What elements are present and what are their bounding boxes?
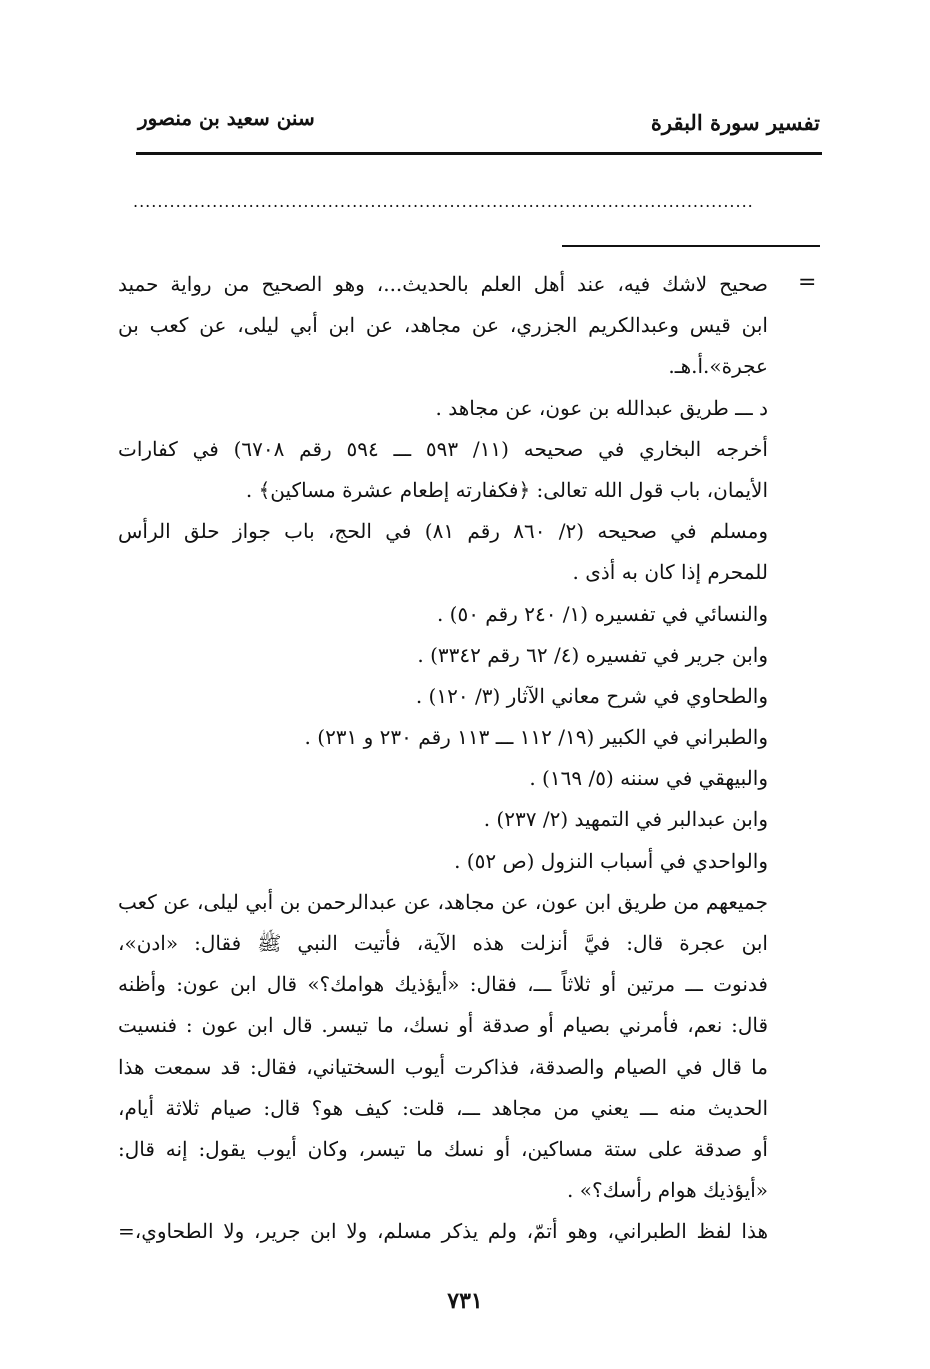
dotted-separator: ...................................................................................................... <box>133 196 754 208</box>
header-rule <box>136 152 822 155</box>
text-line: أو صدقة على ستة مساكين، أو نسك ما تيسر، وكان أيوب يقول: إنه قال: <box>118 1136 768 1161</box>
continuation-mark: = <box>798 270 817 295</box>
text-line: وابن عبدالبر في التمهيد (٢/ ٢٣٧) . <box>483 807 768 832</box>
text-line: عجرة».أ.هـ. <box>668 354 768 379</box>
text-line: والطحاوي في شرح معاني الآثار (٣/ ١٢٠) . <box>415 683 768 708</box>
text-line: الأيمان، باب قول الله تعالى: ﴿فكفارته إطعام عشرة مساكين﴾ . <box>245 477 768 502</box>
text-line: والطبراني في الكبير (١٩/ ١١٢ ـــ ١١٣ رقم ٢٣٠ و ٢٣١) . <box>304 725 768 750</box>
text-line: والنسائي في تفسيره (١/ ٢٤٠ رقم ٥٠) . <box>436 601 768 626</box>
text-line: جميعهم من طريق ابن عون، عن مجاهد، عن عبدالرحمن بن أبي ليلى، عن كعب <box>118 889 768 914</box>
text-line: فدنوت ـــ مرتين أو ثلاثاً ـــ، فقال: «أيؤذيك هوامك؟» قال ابن عون: وأظنه <box>118 972 768 997</box>
text-line: والواحدي في أسباب النزول (ص ٥٢) . <box>454 848 768 873</box>
text-line: ابن عجرة قال: فيَّ أنزلت هذه الآية، فأتيت النبي ﷺ فقال: «ادن»، <box>118 931 768 955</box>
footnote-rule <box>562 245 820 247</box>
footnote-body <box>118 264 768 1253</box>
text-line: وابن جرير في تفسيره (٤/ ٦٢ رقم ٣٣٤٢) . <box>417 642 768 667</box>
header-book-title: سنن سعيد بن منصور <box>138 106 315 130</box>
text-line: «أيؤذيك هوام رأسك؟» . <box>567 1178 768 1203</box>
running-header <box>138 102 820 142</box>
text-line: الحديث منه ـــ يعني من مجاهد ـــ، قلت: كيف هو؟ قال: صيام ثلاثة أيام، <box>118 1095 768 1120</box>
text-line: ابن قيس وعبدالكريم الجزري، عن مجاهد، عن ابن أبي ليلى، عن كعب بن <box>118 313 768 338</box>
header-surah-title: تفسير سورة البقرة <box>650 110 820 135</box>
text-line: هذا لفظ الطبراني، وهو أتمّ، ولم يذكر مسلم، ولا ابن جرير، ولا الطحاوي،= <box>118 1219 768 1244</box>
text-line: والبيهقي في سننه (٥/ ١٦٩) . <box>529 766 768 791</box>
text-line: د ـــ طريق عبدالله بن عون، عن مجاهد . <box>435 395 768 420</box>
page-number: ٧٣١ <box>447 1288 483 1314</box>
text-line: أخرجه البخاري في صحيحه (١١/ ٥٩٣ ـــ ٥٩٤ رقم ٦٧٠٨) في كفارات <box>118 436 768 461</box>
text-line: ومسلم في صحيحه (٢/ ٨٦٠ رقم ٨١) في الحج، باب جواز حلق الرأس <box>118 519 768 544</box>
text-line: قال: نعم، فأمرني بصيام أو صدقة أو نسك، ما تيسر. قال ابن عون : فنسيت <box>118 1013 768 1038</box>
text-line: للمحرم إذا كان به أذى . <box>572 560 768 585</box>
text-line: ما قال في الصيام والصدقة، فذاكرت أيوب السختياني، فقال: قد سمعت هذا <box>118 1054 768 1079</box>
text-line: صحيح لاشك فيه، عند أهل العلم بالحديث...، وهو الصحيح من رواية حميد <box>118 272 768 296</box>
